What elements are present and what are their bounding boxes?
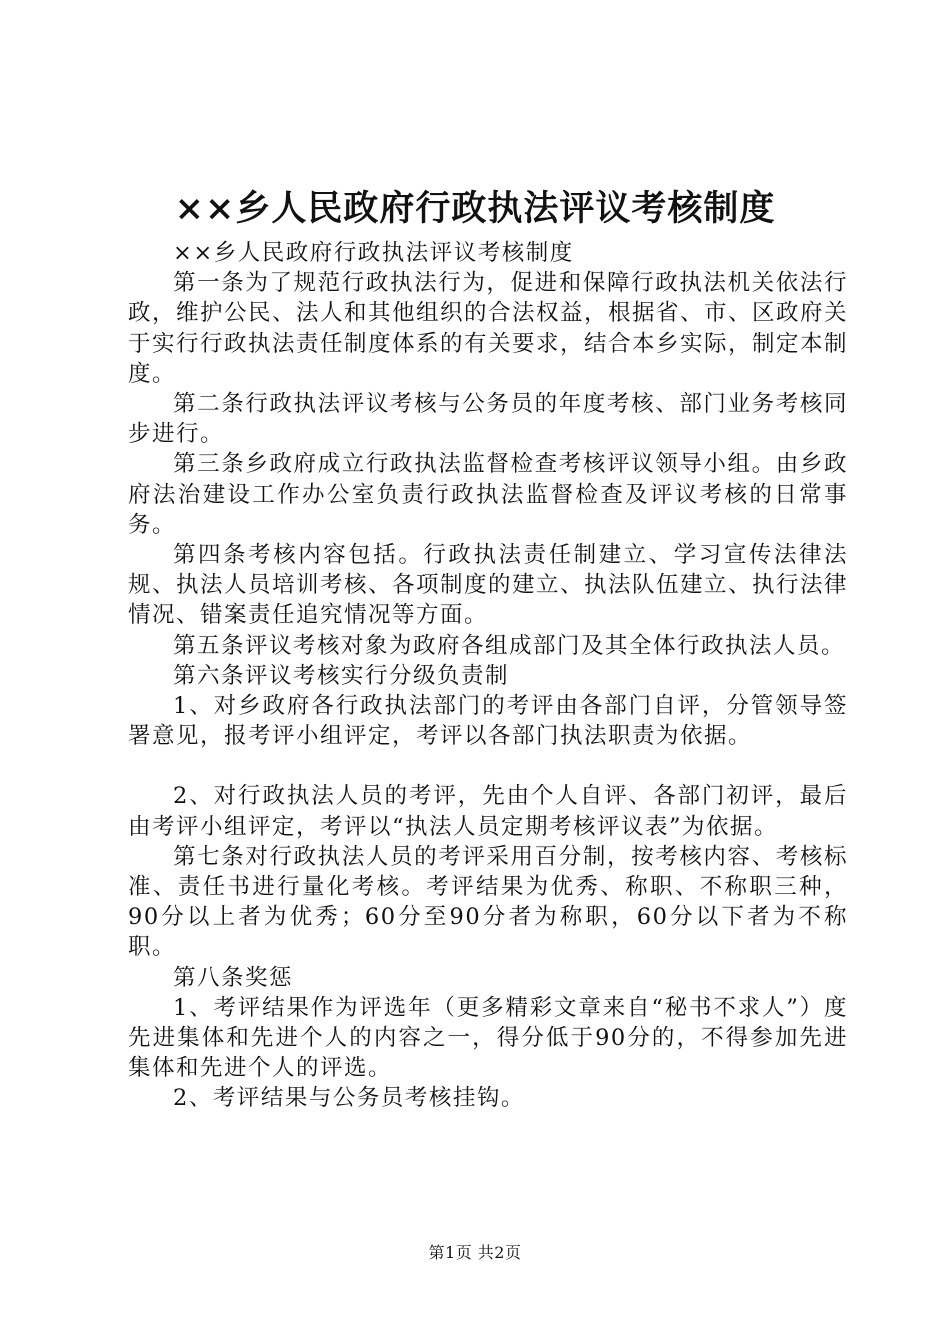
article-6-item-2: 2、对行政执法人员的考评，先由个人自评、各部门初评，最后由考评小组评定，考评以“执法人员定期考核评议表”为依据。 — [128, 783, 848, 840]
article-5-paragraph: 第五条评议考核对象为政府各组成部门及其全体行政执法人员。 — [173, 632, 846, 659]
document-title: ××乡人民政府行政执法评议考核制度 — [174, 188, 776, 229]
article-1-paragraph: 第一条为了规范行政执法行为，促进和保障行政执法机关依法行政，维护公民、法人和其他组织的合法权益，根据省、市、区政府关于实行行政执法责任制度体系的有关要求，结合本乡实际，制定本制度。 — [128, 270, 849, 387]
article-8-heading: 第八条奖惩 — [173, 964, 294, 991]
paragraph-gap — [128, 751, 848, 781]
article-8-item-2: 2、考评结果与公务员考核挂钩。 — [173, 1085, 525, 1112]
subtitle-paragraph: ××乡人民政府行政执法评议考核制度 — [173, 240, 574, 266]
article-3-paragraph: 第三条乡政府成立行政执法监督检查考核评议领导小组。由乡政府法治建设工作办公室负责行政执法监督检查及评议考核的日常事务。 — [128, 451, 848, 538]
article-6-item-1: 1、对乡政府各行政执法部门的考评由各部门自评，分管领导签署意见，报考评小组评定，考评以各部门执法职责为依据。 — [128, 693, 848, 750]
article-7-paragraph: 第七条对行政执法人员的考评采用百分制，按考核内容、考核标准、责任书进行量化考核。考评结果为优秀、称职、不称职三种，90分以上者为优秀；60分至90分者为称职，60分以下者为不称职。 — [128, 843, 848, 961]
page-number-footer: 第1页 共2页 — [428, 1243, 522, 1262]
article-2-paragraph: 第二条行政执法评议考核与公务员的年度考核、部门业务考核同步进行。 — [128, 391, 848, 448]
document-body — [128, 238, 848, 1114]
article-8-item-1: 1、考评结果作为评选年（更多精彩文章来自“秘书不求人”）度先进集体和先进个人的内容之一，得分低于90分的，不得参加先进集体和先进个人的评选。 — [128, 994, 848, 1082]
article-4-paragraph: 第四条考核内容包括。行政执法责任制建立、学习宣传法律法规、执法人员培训考核、各项制度的建立、执法队伍建立、执行法律情况、错案责任追究情况等方面。 — [128, 542, 849, 629]
article-6-heading: 第六条评议考核实行分级负责制 — [173, 662, 510, 689]
